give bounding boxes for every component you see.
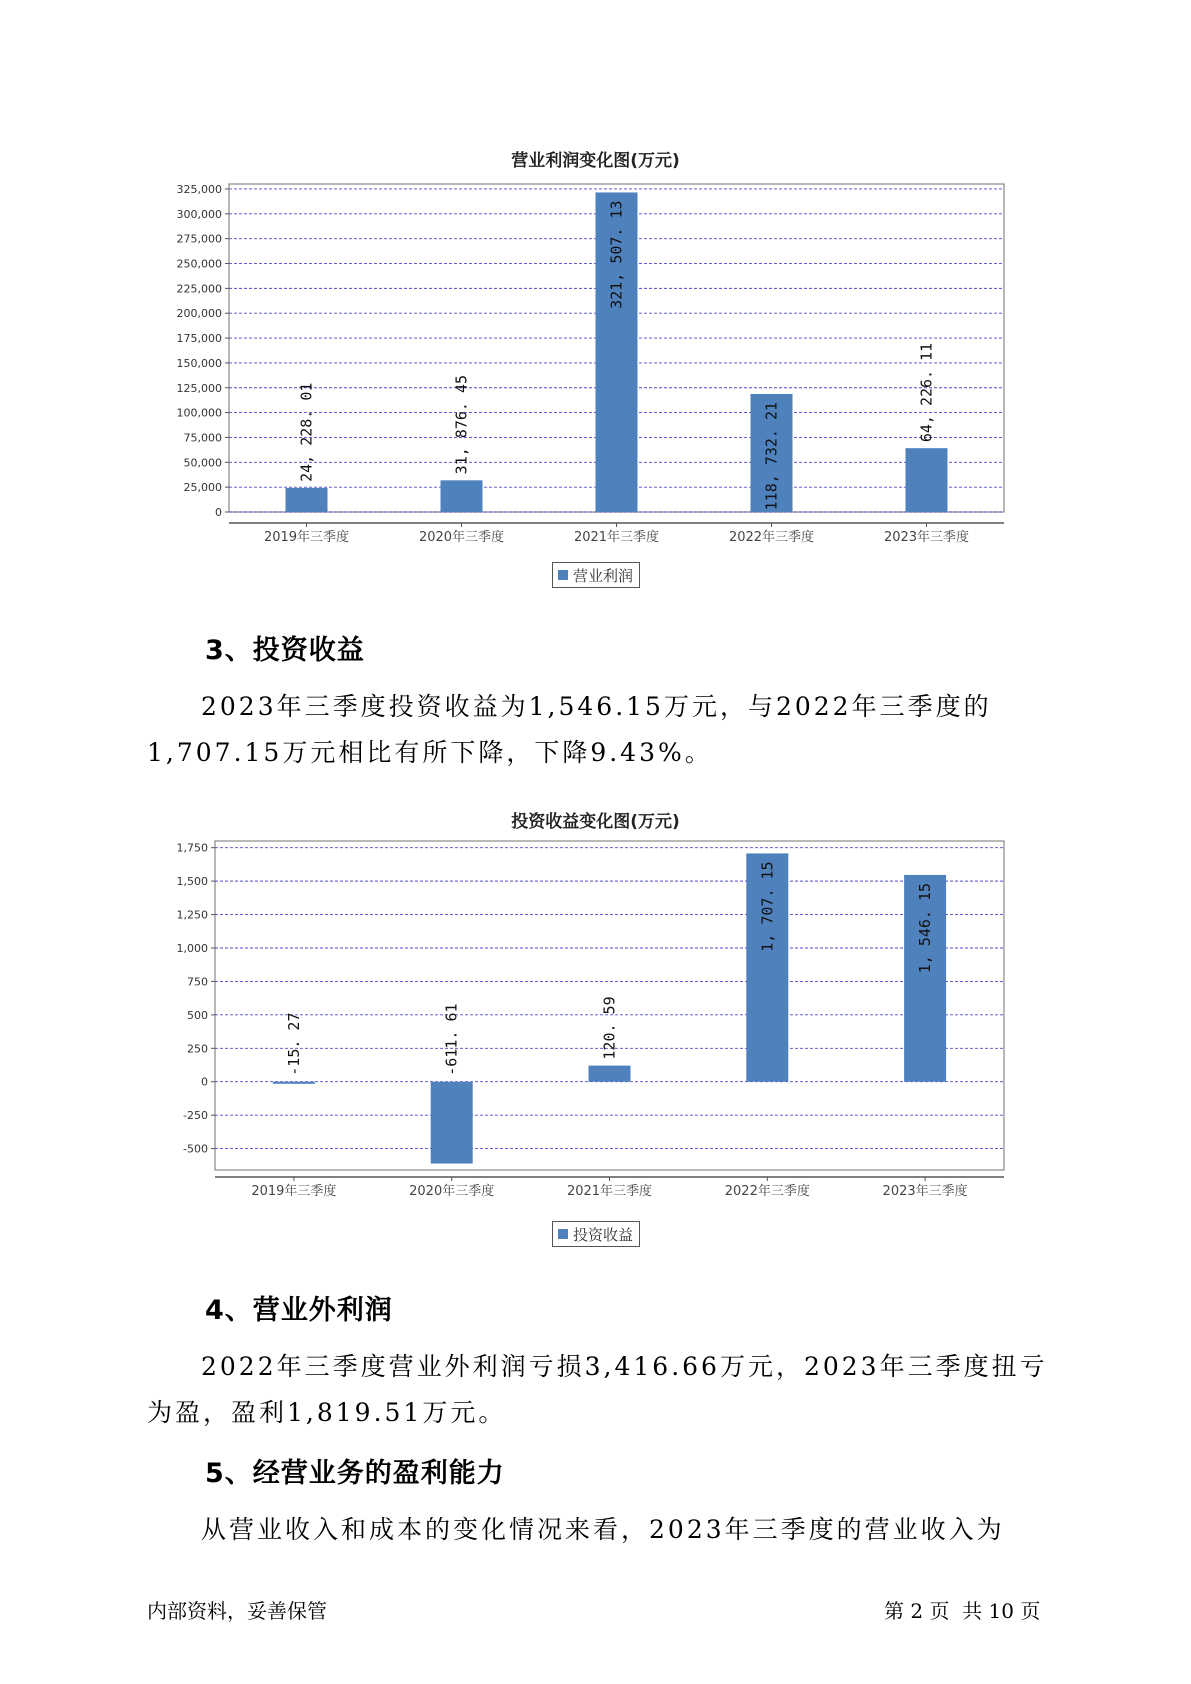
section4-heading: 4、营业外利润 [205,1295,393,1326]
y-tick-label: 275,000 [176,232,222,246]
chart1-legend-label: 营业利润 [573,566,634,585]
y-tick-label: 500 [187,1008,208,1022]
bar [589,1066,631,1082]
section3-paragraph: 2023年三季度投资收益为1,546.15万元，与2022年三季度的1,707.15万元相比有所下降，下降9.43%。 [147,692,992,767]
data-label: 1, 707. 15 [758,861,777,952]
x-tick-label: 2022年三季度 [728,530,815,545]
y-tick-label: 175,000 [176,332,222,346]
data-label: 24, 228. 01 [297,382,316,482]
x-tick-label: 2019年三季度 [263,530,350,545]
data-label: 64, 226. 11 [917,342,936,443]
y-tick-label: 1,750 [176,841,208,855]
y-tick-label: 100,000 [176,406,222,420]
operating-profit-chart [0,170,1191,590]
x-tick-label: 2021年三季度 [566,1184,653,1199]
y-tick-label: 200,000 [176,307,222,321]
data-label: -15. 27 [284,1012,303,1076]
y-tick-label: 1,500 [176,875,208,889]
x-tick-label: 2022年三季度 [724,1184,810,1199]
y-tick-label: 1,000 [176,941,208,955]
x-tick-label: 2019年三季度 [251,1184,337,1199]
x-tick-label: 2023年三季度 [883,530,970,545]
bar [273,1082,315,1084]
x-tick-label: 2020年三季度 [418,530,505,545]
chart1-title: 营业利润变化图(万元) [511,151,680,171]
bar [906,448,948,512]
data-label: 1, 546. 15 [916,882,935,974]
y-tick-label: 225,000 [176,282,222,296]
data-label: -611. 61 [442,1003,461,1076]
y-tick-label: 25,000 [183,481,222,495]
x-tick-label: 2021年三季度 [573,530,660,545]
section5-paragraph: 从营业收入和成本的变化情况来看，2023年三季度的营业收入为 [201,1515,1005,1544]
y-tick-label: 250,000 [176,257,222,271]
y-tick-label: 1,250 [176,908,208,922]
y-tick-label: -250 [183,1109,208,1123]
bar [441,480,483,512]
chart2-legend [552,1221,640,1247]
bar [286,488,328,512]
y-tick-label: 75,000 [183,431,222,445]
legend-swatch-icon [558,570,568,580]
section4-paragraph: 2022年三季度营业外利润亏损3,416.66万元，2023年三季度扭亏为盈，盈利1,819.51万元。 [147,1352,1048,1427]
footer-left: 内部资料，妥善保管 [147,1599,327,1623]
legend-swatch-icon [558,1229,568,1239]
section5-heading: 5、经营业务的盈利能力 [205,1458,505,1489]
x-tick-label: 2023年三季度 [882,1184,968,1199]
data-label: 120. 59 [600,996,619,1060]
y-tick-label: 0 [215,506,222,519]
y-tick-label: -500 [183,1142,208,1156]
investment-income-chart [0,835,1191,1255]
data-label: 118, 732. 21 [762,401,781,511]
chart2-title: 投资收益变化图(万元) [511,812,680,832]
data-label: 31, 876. 45 [452,374,471,475]
y-tick-label: 750 [187,975,208,989]
bar [431,1082,473,1164]
y-tick-label: 150,000 [176,356,222,370]
y-tick-label: 250 [187,1042,208,1056]
y-tick-label: 50,000 [183,456,222,470]
x-tick-label: 2020年三季度 [409,1184,495,1199]
y-tick-label: 300,000 [176,207,222,221]
y-tick-label: 0 [201,1075,208,1089]
y-tick-label: 325,000 [176,182,222,196]
chart1-legend [552,562,640,588]
chart2-legend-label: 投资收益 [573,1225,634,1244]
section3-heading: 3、投资收益 [205,635,365,666]
data-label: 321, 507. 13 [607,200,626,309]
footer-page-number: 第 2 页 共 10 页 [884,1599,1041,1623]
y-tick-label: 125,000 [176,381,222,395]
